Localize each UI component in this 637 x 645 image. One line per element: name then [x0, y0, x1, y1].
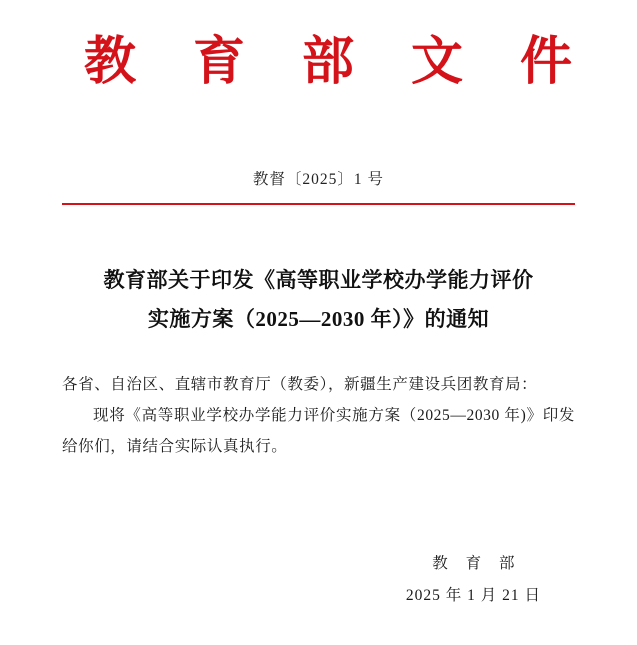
page-title	[62, 261, 575, 339]
signature-block	[406, 548, 541, 613]
red-separator-rule	[62, 203, 575, 205]
document-body	[62, 369, 575, 462]
document-number: 教督〔2025〕1 号	[252, 171, 385, 188]
recipients-line: 各省、自治区、直辖市教育厅（教委），新疆生产建设兵团教育局：	[62, 375, 538, 393]
signature-date: 2025 年 1 月 21 日	[405, 587, 541, 605]
page-title-line-2: 实施方案（2025—2030 年）》的通知	[147, 306, 490, 331]
body-paragraph-1: 现将《高等职业学校办学能力评价实施方案（2025—2030 年)》印发给你们，请结合实际认真执行。	[62, 406, 575, 455]
signature-organization: 教 育 部	[432, 554, 522, 572]
masthead-title: 教 育 部 文 件	[84, 34, 595, 91]
page-title-line-1: 教育部关于印发《高等职业学校办学能力评价	[103, 268, 534, 292]
